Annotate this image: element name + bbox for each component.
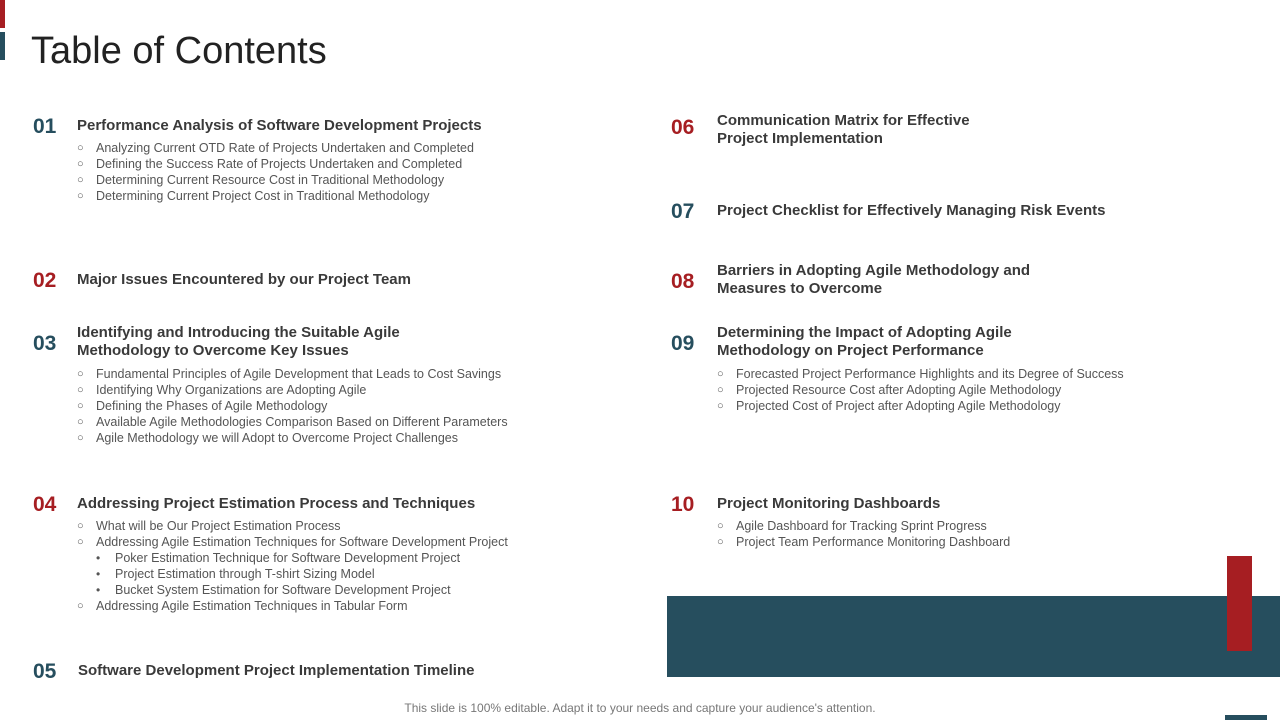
toc-number: 09 [671, 332, 695, 355]
toc-heading: Identifying and Introducing the Suitable Agile Methodology to Overcome Key Issues [77, 324, 400, 359]
toc-subitem: ○ Agile Methodology we will Adopt to Overcome Project Challenges [77, 430, 508, 446]
toc-subitems [77, 518, 508, 614]
toc-subitem: ○ Forecasted Project Performance Highlights and its Degree of Success [717, 366, 1124, 382]
toc-number: 06 [671, 116, 695, 139]
decorative-teal-block [667, 596, 1280, 677]
toc-heading: Communication Matrix for Effective Project Implementation [717, 112, 970, 147]
toc-number: 05 [33, 660, 57, 683]
toc-number: 03 [33, 332, 57, 355]
toc-number: 08 [671, 270, 695, 293]
toc-subitem: ○ Available Agile Methodologies Comparison Based on Different Parameters [77, 414, 508, 430]
toc-subitem: ○ What will be Our Project Estimation Process [77, 518, 508, 534]
toc-number: 10 [671, 493, 695, 516]
toc-subitem: ○ Project Team Performance Monitoring Dashboard [717, 534, 1010, 550]
toc-subitem: ○ Fundamental Principles of Agile Development that Leads to Cost Savings [77, 366, 508, 382]
toc-subitem: ○ Defining the Phases of Agile Methodology [77, 398, 508, 414]
toc-subitem-nested: • Bucket System Estimation for Software Development Project [77, 582, 508, 598]
toc-subitem-nested: • Poker Estimation Technique for Software Development Project [77, 550, 508, 566]
decorative-corner-tab [1225, 715, 1267, 720]
toc-subitem: ○ Determining Current Project Cost in Traditional Methodology [77, 188, 474, 204]
toc-number: 04 [33, 493, 57, 516]
toc-subitem: ○ Analyzing Current OTD Rate of Projects Undertaken and Completed [77, 140, 474, 156]
toc-subitem: ○ Defining the Success Rate of Projects Undertaken and Completed [77, 156, 474, 172]
toc-subitem: ○ Addressing Agile Estimation Techniques for Software Development Project [77, 534, 508, 550]
toc-heading: Addressing Project Estimation Process and Techniques [77, 495, 476, 512]
toc-heading: Barriers in Adopting Agile Methodology and Measures to Overcome [717, 262, 1031, 297]
page-title: Table of Contents [31, 30, 327, 72]
toc-heading: Performance Analysis of Software Development Projects [77, 117, 482, 134]
toc-number: 01 [33, 115, 57, 138]
toc-subitems [717, 366, 1124, 414]
accent-bar-teal [0, 32, 5, 60]
toc-heading: Software Development Project Implementation Timeline [78, 662, 475, 679]
toc-subitems [717, 518, 1010, 550]
toc-subitem: ○ Agile Dashboard for Tracking Sprint Progress [717, 518, 1010, 534]
toc-heading: Project Checklist for Effectively Managing Risk Events [717, 202, 1106, 219]
toc-subitem: ○ Addressing Agile Estimation Techniques in Tabular Form [77, 598, 508, 614]
toc-subitem-nested: • Project Estimation through T-shirt Sizing Model [77, 566, 508, 582]
toc-subitem: ○ Identifying Why Organizations are Adopting Agile [77, 382, 508, 398]
toc-subitem: ○ Determining Current Resource Cost in Traditional Methodology [77, 172, 474, 188]
toc-heading: Project Monitoring Dashboards [717, 495, 941, 512]
toc-number: 02 [33, 269, 57, 292]
toc-heading: Determining the Impact of Adopting Agile Methodology on Project Performance [717, 324, 1012, 359]
toc-subitems [77, 140, 474, 204]
decorative-red-bar [1227, 556, 1252, 651]
toc-number: 07 [671, 200, 695, 223]
toc-subitems [77, 366, 508, 446]
accent-bar-red [0, 0, 5, 28]
footer-note: This slide is 100% editable. Adapt it to your needs and capture your audience's attention. [404, 701, 876, 715]
toc-subitem: ○ Projected Cost of Project after Adopting Agile Methodology [717, 398, 1124, 414]
toc-heading: Major Issues Encountered by our Project Team [77, 271, 411, 288]
toc-subitem: ○ Projected Resource Cost after Adopting Agile Methodology [717, 382, 1124, 398]
